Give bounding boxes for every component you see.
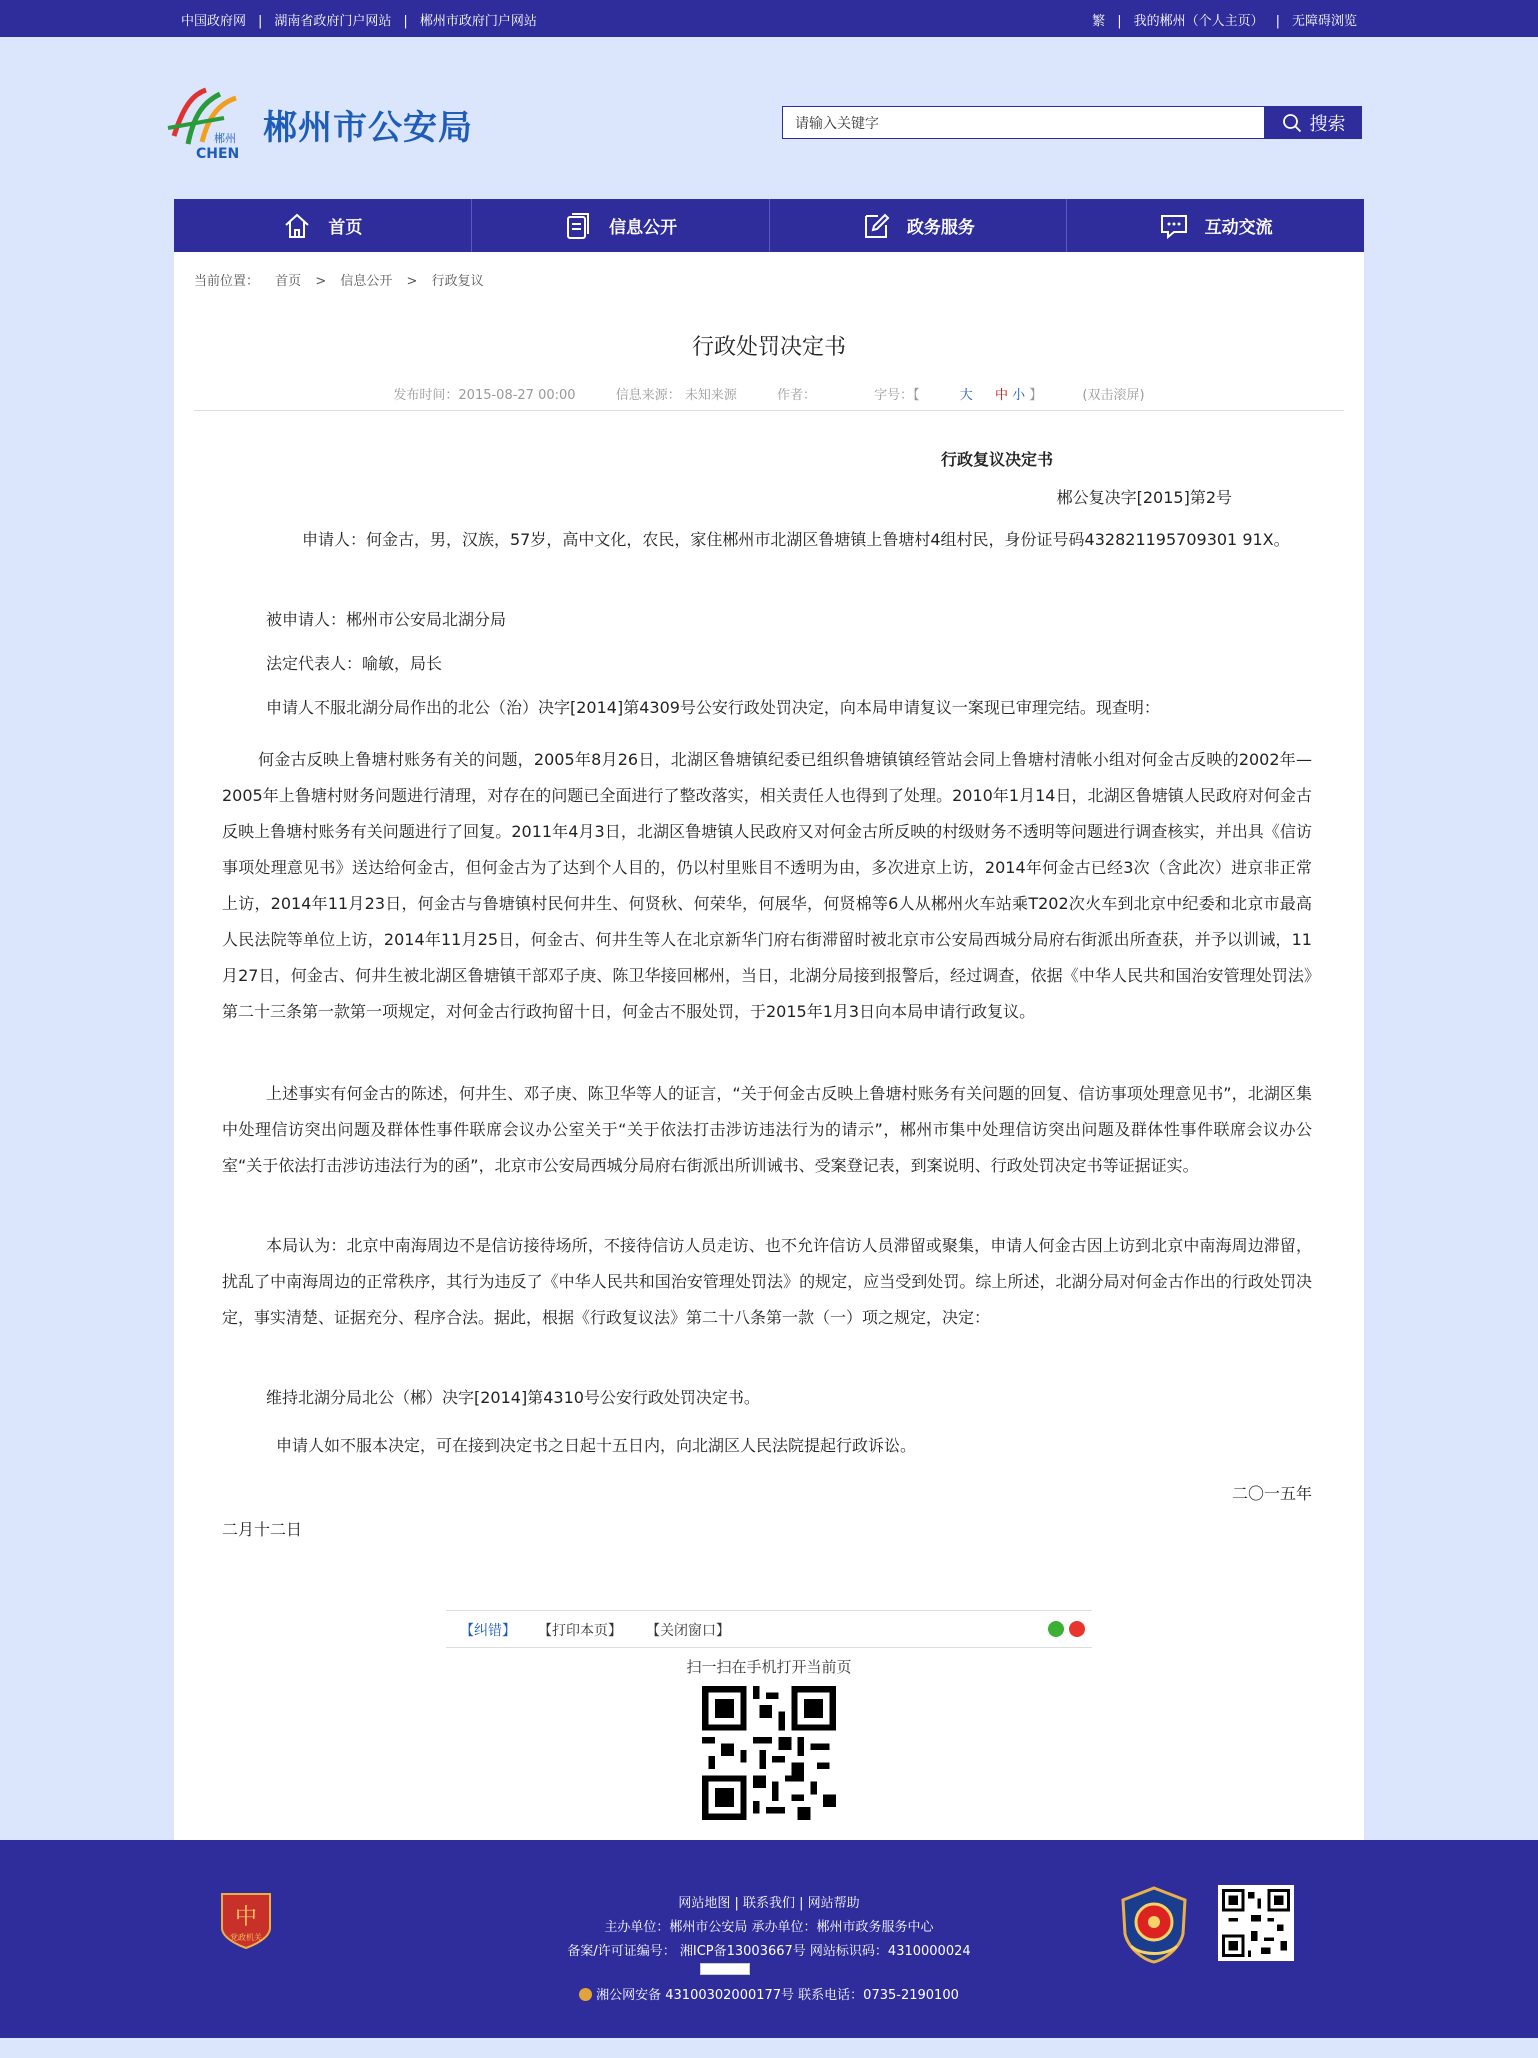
article-title: 行政处罚决定书 <box>691 335 846 360</box>
breadcrumb-review[interactable]: 行政复议 <box>431 274 484 289</box>
svg-text:中: 中 <box>234 1905 258 1930</box>
top-link-hunan[interactable]: 湖南省政府门户网站 <box>274 14 392 29</box>
font-size-medium[interactable]: 中 <box>994 388 1008 403</box>
logo-text-small: 郴州 <box>214 132 236 145</box>
close-window-button[interactable]: 【关闭窗口】 <box>646 1623 730 1639</box>
footer-icp: 备案/许可证编号： 湘ICP备13003667号 网站标识码：4310000024 <box>567 1944 971 1959</box>
footer-organizer: 主办单位：郴州市公安局 承办单位：郴州市政务服务中心 <box>604 1920 934 1935</box>
publish-time: 发布时间：2015-08-27 00:00 <box>393 388 576 403</box>
traditional-chinese-link[interactable]: 繁 <box>1092 14 1106 29</box>
nav-home[interactable] <box>174 199 472 252</box>
doc-heading: 行政复议决定书 <box>940 450 1053 469</box>
font-size-large[interactable]: 大 <box>959 388 973 403</box>
site-title[interactable]: 郴州市公安局 <box>263 108 473 148</box>
paragraph-opinion: 本局认为：北京中南海周边不是信访接待场所，不接待信访人员走访、也不允许信访人员滞留或聚集，申请人何金古因上访到北京中南海周边滞留，扰乱了中南海周边的正常秩序，其行为违反了《中华人民共和国治安管理处罚法》的规定，应当受到处罚。综上所述，北湖分局对何金古作出的行政处罚决定，事实清楚、证据充分、程序合法。据此，根据《行政复议法》第二十八条第一款（一）项之规定，决定： <box>222 1236 1312 1327</box>
document-icon <box>563 211 593 241</box>
top-link-chenzhou[interactable]: 郴州市政府门户网站 <box>419 14 537 29</box>
chat-icon <box>1159 211 1189 241</box>
date-year: 二〇一五年 <box>1231 1484 1312 1503</box>
breadcrumb <box>194 270 484 289</box>
page-qr-code <box>702 1686 836 1820</box>
print-button[interactable]: 【打印本页】 <box>538 1623 622 1639</box>
top-links-right: 繁 | 我的郴州（个人主页） | 无障碍浏览 <box>1092 14 1357 29</box>
paragraph-evidence: 上述事实有何金古的陈述，何井生、邓子庚、陈卫华等人的证言，“关于何金古反映上鲁塘村账务有关问题的回复、信访事项处理意见书”，北湖区集中处理信访突出问题及群体性事件联席会议办公室关于“关于依法打击涉访违法行为的请示”，郴州市集中处理信访突出问题及群体性事件联席会议办公室“关于依法打击涉访违法行为的函”，北京市公安局西城分局府右街派出所训诫书、受案登记表，到案说明、行政处罚决定书等证据证实。 <box>222 1084 1312 1175</box>
meta-divider <box>194 410 1344 411</box>
logo-mark[interactable] <box>164 84 256 160</box>
edit-icon <box>861 211 891 241</box>
cnzz-icon[interactable] <box>700 1963 750 1975</box>
wechat-share-icon[interactable] <box>1048 1621 1064 1637</box>
article-meta <box>174 384 1364 403</box>
nav-interaction-label: 互动交流 <box>1204 218 1273 238</box>
accessibility-link[interactable]: 无障碍浏览 <box>1291 14 1357 29</box>
font-size-small[interactable]: 小 <box>1012 388 1026 403</box>
search-button-label: 搜索 <box>1309 113 1346 135</box>
breadcrumb-home[interactable]: 首页 <box>275 274 302 289</box>
police-emblem-icon <box>1113 1884 1195 1966</box>
paragraph-decision: 维持北湖分局北公（郴）决字[2014]第4310号公安行政处罚决定书。 <box>266 1388 760 1407</box>
author: 作者： <box>776 388 816 403</box>
qr-caption: 扫一扫在手机打开当前页 <box>686 1658 852 1676</box>
logo-text-en: CHEN <box>196 146 240 160</box>
footer <box>0 1840 1538 2038</box>
nav-interaction[interactable] <box>1067 199 1364 252</box>
top-links-left: 中国政府网 | 湖南省政府门户网站 | 郴州市政府门户网站 <box>181 14 537 29</box>
footer-links[interactable]: 网站地图 | 联系我们 | 网站帮助 <box>678 1896 860 1911</box>
paragraph-appeal: 申请人如不服本决定，可在接到决定书之日起十五日内，向北湖区人民法院提起行政诉讼。 <box>276 1436 917 1455</box>
breadcrumb-separator: > <box>315 274 327 289</box>
paragraph-facts: 何金古反映上鲁塘村账务有关的问题，2005年8月26日，北湖区鲁塘镇纪委已组织鲁塘镇镇经管站会同上鲁塘村清帐小组对何金古反映的2002年—2005年上鲁塘村财务问题进行清理，对存在的问题已全面进行了整改落实，相关责任人也得到了处理。2010年1月14日，北湖区鲁塘镇人民政府对何金古反映上鲁塘村账务有关问题进行了回复。2011年4月3日，北湖区鲁塘镇人民政府又对何金古所反映的村级财务不透明等问题进行调查核实，并出具《信访事项处理意见书》送达给何金古，但何金古为了达到个人目的，仍以村里账目不透明为由，多次进京上访，2014年何金古已经3次（含此次）进京非正常上访，2014年11月23日，何金古与鲁塘镇村民何井生、何贤秋、何荣华，何展华，何贤棉等6人从郴州火车站乘T202次火车到北京中纪委和北京市最高人民法院等单位上访，2014年11月25日，何金古、何井生等人在北京新华门府右街滞留时被北京市公安局西城分局府右街派出所查获，并予以训诫，11月27日，何金古、何井生被北湖区鲁塘镇干部邓子庚、陈卫华接回郴州，当日，北湖分局接到报警后，经过调查，依据《中华人民共和国治安管理处罚法》第二十三条第一款第一项规定，对何金古行政拘留十日，何金古不服处罚，于2015年1月3日向本局申请行政复议。 <box>222 750 1312 1021</box>
breadcrumb-separator: > <box>406 274 418 289</box>
font-size-control: 字号：【 大 中 小 】 <box>874 388 1043 403</box>
doc-number: 郴公复决字[2015]第2号 <box>1056 488 1232 507</box>
top-link-gov-cn[interactable]: 中国政府网 <box>181 14 247 29</box>
footer-police-record: 湘公网安备 43100302000177号 联系电话：0735-2190100 <box>0 1984 1538 2003</box>
date-day: 二月十二日 <box>222 1520 303 1539</box>
info-source: 信息来源： 未知来源 <box>615 388 737 403</box>
paragraph-intro: 申请人不服北湖分局作出的北公（治）决字[2014]第4309号公安行政处罚决定，向本局申请复议一案现已审理完结。现查明： <box>266 698 1160 717</box>
main-nav <box>174 199 1364 252</box>
nav-info-label: 信息公开 <box>609 218 678 238</box>
paragraph-respondent: 被申请人：郴州市公安局北湖分局 <box>266 610 507 629</box>
paragraph-legal-rep: 法定代表人：喻敏，局长 <box>266 654 443 673</box>
nav-info-disclosure[interactable] <box>472 199 770 252</box>
my-chenzhou-link[interactable]: 我的郴州（个人主页） <box>1133 14 1264 29</box>
svg-text:党政机关: 党政机关 <box>230 1933 262 1942</box>
article-tools <box>446 1610 1092 1648</box>
paragraph-applicant: 申请人：何金古，男，汉族，57岁，高中文化，农民，家住郴州市北湖区鲁塘镇上鲁塘村4组村民，身份证号码432821195709301 91X。 <box>302 530 1290 549</box>
footer-qr-code <box>1218 1885 1294 1961</box>
home-icon <box>282 211 312 241</box>
search-button[interactable] <box>1265 106 1362 139</box>
police-record-icon <box>579 1988 592 2001</box>
correct-button[interactable]: 【纠错】 <box>460 1623 516 1639</box>
nav-gov-service[interactable] <box>770 199 1068 252</box>
breadcrumb-label: 当前位置： <box>194 274 260 289</box>
weibo-share-icon[interactable] <box>1069 1621 1085 1637</box>
nav-service-label: 政务服务 <box>906 218 975 238</box>
dblclick-scroll: (双击滚屏) <box>1082 388 1145 403</box>
top-bar <box>0 0 1538 37</box>
nav-home-label: 首页 <box>328 218 363 238</box>
search-input[interactable] <box>782 106 1265 139</box>
search-icon <box>1282 113 1302 133</box>
breadcrumb-info[interactable]: 信息公开 <box>340 274 393 289</box>
main-content-panel <box>174 252 1364 1840</box>
